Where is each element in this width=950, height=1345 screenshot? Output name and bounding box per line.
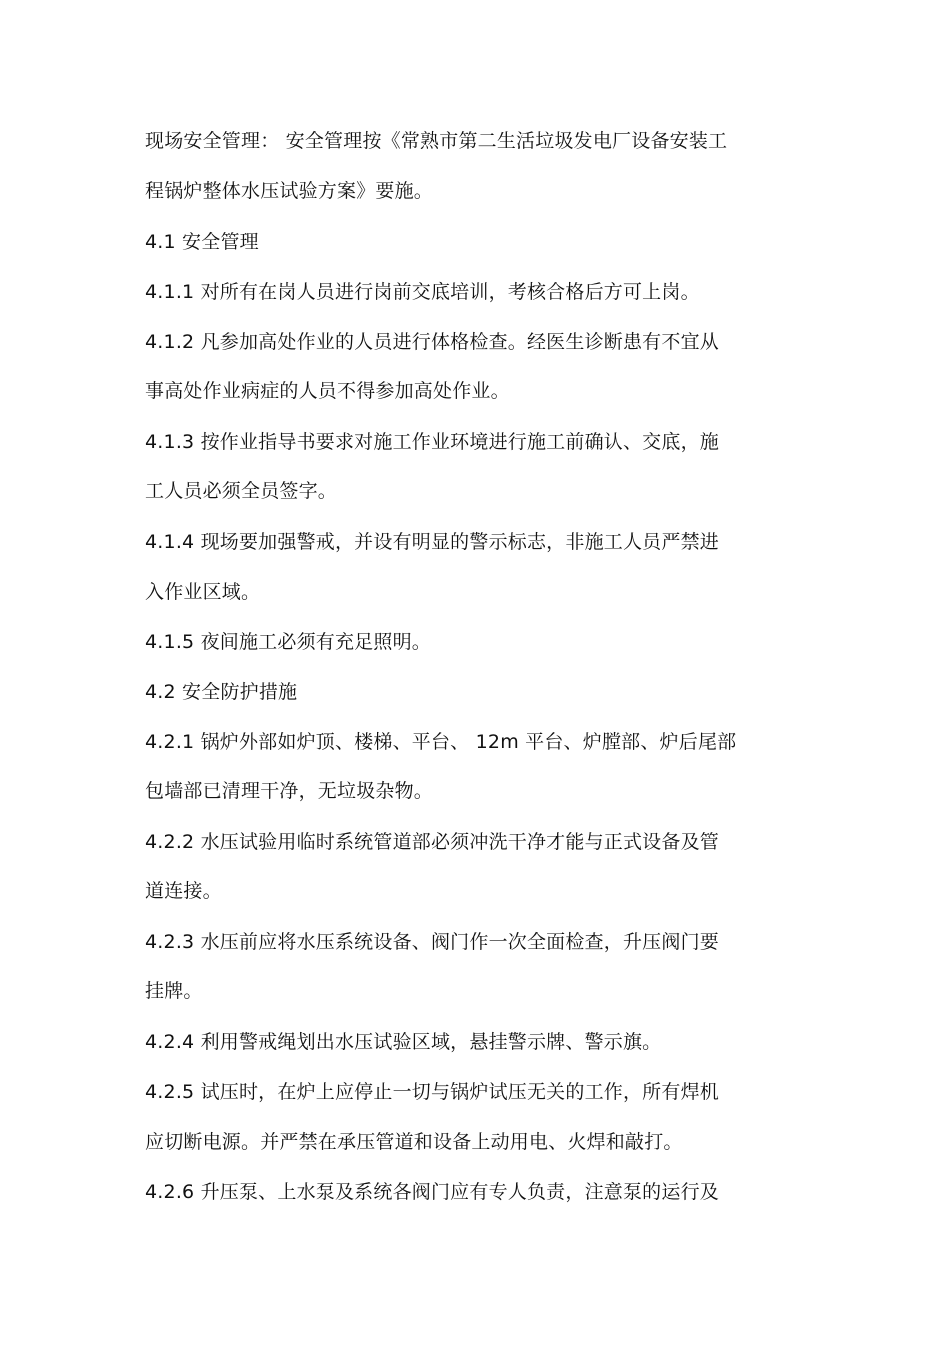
text-line: 4.1.1 对所有在岗人员进行岗前交底培训，考核合格后方可上岗。 [145,281,700,303]
section-heading: 4.2 安全防护措施 [145,681,298,703]
section-heading: 4.1 安全管理 [145,231,259,253]
text-line: 4.2.5 试压时，在炉上应停止一切与锅炉试压无关的工作，所有焊机 [145,1081,719,1103]
text-line: 应切断电源。并严禁在承压管道和设备上动用电、火焊和敲打。 [145,1131,683,1153]
text-line: 4.1.3 按作业指导书要求对施工作业环境进行施工前确认、交底，施 [145,431,719,453]
text-line: 4.2.1 锅炉外部如炉顶、楼梯、平台、 12m 平台、炉膛部、炉后尾部 [145,731,737,753]
text-line: 4.1.2 凡参加高处作业的人员进行体格检查。经医生诊断患有不宜从 [145,331,719,353]
text-line: 现场安全管理： 安全管理按《常熟市第二生活垃圾发电厂设备安装工 [145,130,728,152]
text-line: 4.2.3 水压前应将水压系统设备、阀门作一次全面检查，升压阀门要 [145,931,719,953]
text-line: 道连接。 [145,880,222,902]
text-line: 入作业区域。 [145,581,261,603]
text-line: 4.1.4 现场要加强警戒，并设有明显的警示标志，非施工人员严禁进 [145,531,719,553]
text-line: 事高处作业病症的人员不得参加高处作业。 [145,380,510,402]
text-line: 4.2.2 水压试验用临时系统管道部必须冲洗干净才能与正式设备及管 [145,831,719,853]
text-line: 包墙部已清理干净，无垃圾杂物。 [145,780,434,802]
text-line: 4.2.4 利用警戒绳划出水压试验区域，悬挂警示牌、警示旗。 [145,1031,662,1053]
text-line: 挂牌。 [145,980,203,1002]
text-line: 4.2.6 升压泵、上水泵及系统各阀门应有专人负责，注意泵的运行及 [145,1181,719,1203]
text-line: 4.1.5 夜间施工必须有充足照明。 [145,631,431,653]
text-line: 程锅炉整体水压试验方案》要施。 [145,180,434,202]
text-line: 工人员必须全员签字。 [145,480,338,502]
